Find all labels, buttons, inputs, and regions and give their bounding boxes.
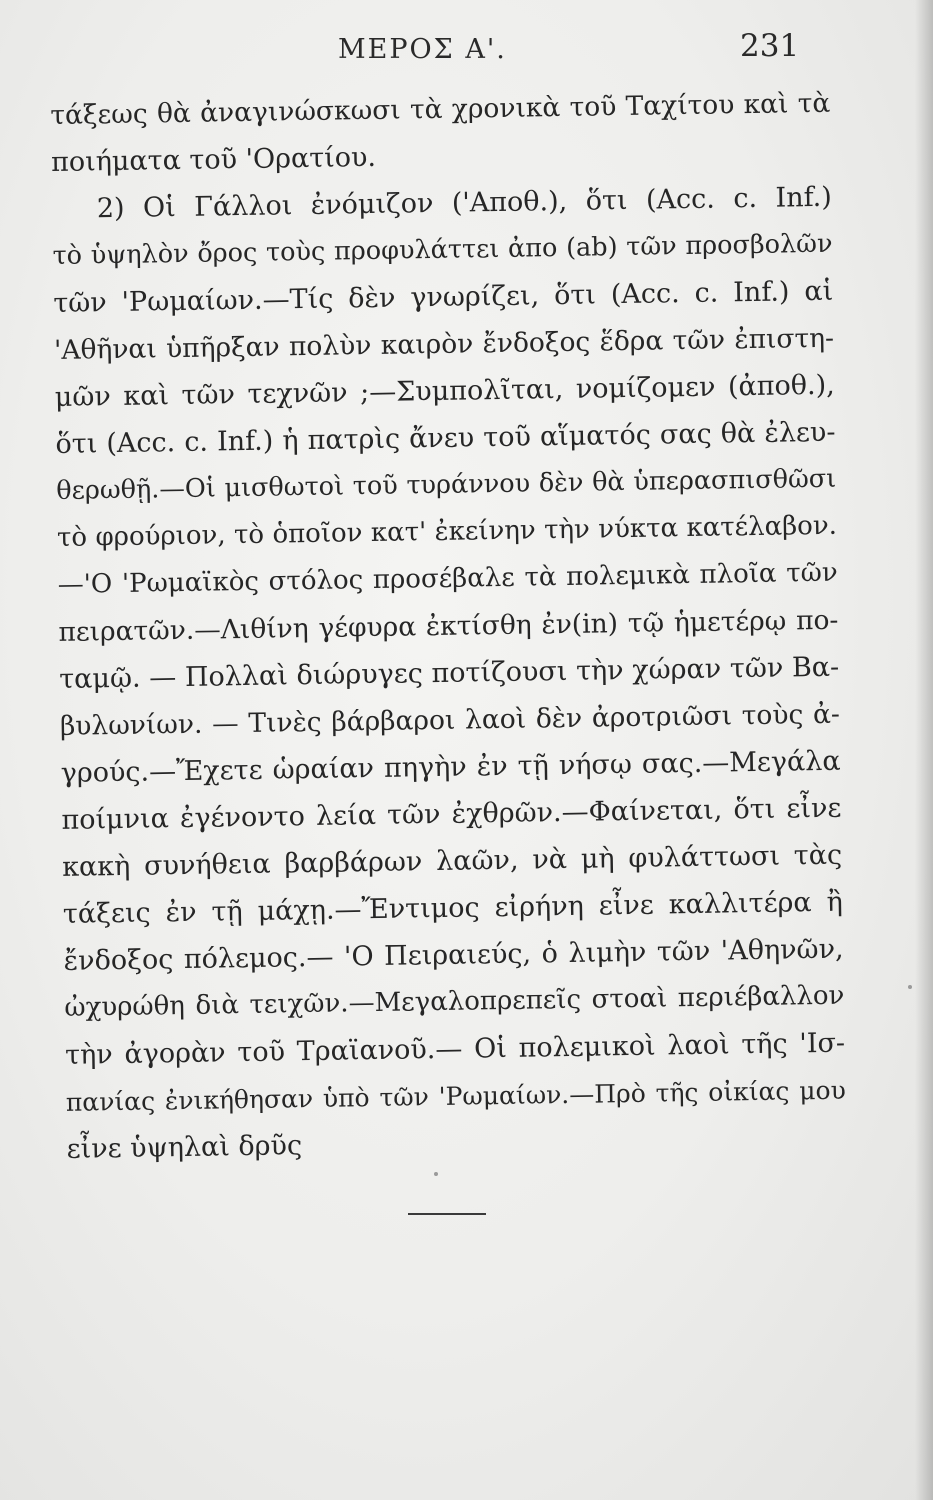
body-text xyxy=(50,80,847,1173)
text-line: τάξεις ἐν τῇ μάχῃ.—Ἔντιμος εἰρήνη εἶνε καλλιτέρα ἢ xyxy=(62,886,844,930)
text-line: ὅτι (Acc. c. Inf.) ἡ πατρὶς ἄνευ τοῦ αἵματός σας θὰ ἐλευ- xyxy=(55,416,836,460)
section-end-rule xyxy=(408,1213,486,1215)
text-line: τὸ φρούριον, τὸ ὁποῖον κατ' ἐκείνην τὴν νύκτα κατέλαβον. xyxy=(56,510,838,553)
running-head: ΜΕΡΟΣ Α'. xyxy=(338,34,507,65)
text-line: βυλωνίων. — Τινὲς βάρβαροι λαοὶ δὲν ἀροτριῶσι τοὺς ἀ- xyxy=(59,698,841,742)
text-line: εἶνε ὑψηλαὶ δρῦς xyxy=(66,1130,303,1165)
text-line: θερωθῇ.—Οἱ μισθωτοὶ τοῦ τυράννου δὲν θὰ ὑπερασπισθῶσι xyxy=(56,463,837,506)
text-line: ποιήματα τοῦ 'Ορατίου. xyxy=(50,141,377,178)
text-line: πανίας ἐνικήθησαν ὑπὸ τῶν 'Ρωμαίων.—Πρὸ τῆς οἰκίας μου xyxy=(65,1075,847,1117)
paper-speck xyxy=(434,1172,438,1176)
text-line: γρούς.—Ἔχετε ὡραίαν πηγὴν ἐν τῇ νήσῳ σας.—Μεγάλα xyxy=(60,745,841,789)
page-edge-shadow xyxy=(915,0,933,1500)
text-line: ἔνδοξος πόλεμος.— 'Ο Πειραιεύς, ὁ λιμὴν τῶν 'Αθηνῶν, xyxy=(63,933,844,977)
text-line: κακὴ συνήθεια βαρβάρων λαῶν, νὰ μὴ φυλάττωσι τὰς xyxy=(61,839,843,883)
text-line: πειρατῶν.—Λιθίνη γέφυρα ἐκτίσθη ἐν(in) τῷ ἡμετέρῳ πο- xyxy=(58,604,839,648)
text-line: 2) Οἱ Γάλλοι ἐνόμιζον ('Αποθ.), ὅτι (Acc. c. Inf.) xyxy=(96,181,832,225)
text-line: ὠχυρώθη διὰ τειχῶν.—Μεγαλοπρεπεῖς στοαὶ περιέβαλλον xyxy=(64,980,845,1023)
page-number: 231 xyxy=(740,28,800,64)
text-line: ταμῷ. — Πολλαὶ διώρυγες ποτίζουσι τὴν χώραν τῶν Βα- xyxy=(58,651,840,695)
text-line: τῶν 'Ρωμαίων.—Τίς δὲν γνωρίζει, ὅτι (Acc. c. Inf.) αἱ xyxy=(53,275,834,319)
paper-speck xyxy=(908,985,912,989)
text-line: 'Αθῆναι ὑπῆρξαν πολὺν καιρὸν ἔνδοξος ἕδρα τῶν ἐπιστη- xyxy=(53,322,835,366)
text-line: —'Ο 'Ρωμαϊκὸς στόλος προσέβαλε τὰ πολεμικὰ πλοῖα τῶν xyxy=(57,557,838,600)
text-line: τάξεως θὰ ἀναγινώσκωσι τὰ χρονικὰ τοῦ Ταχίτου καὶ τὰ xyxy=(50,87,831,131)
text-line: μῶν καὶ τῶν τεχνῶν ;—Συμπολῖται, νομίζομεν (ἀποθ.), xyxy=(54,369,835,413)
text-line: τὸ ὑψηλὸν ὄρος τοὺς προφυλάττει ἀπο (ab) τῶν προσβολῶν xyxy=(52,228,833,271)
text-line: τὴν ἀγορὰν τοῦ Τραϊανοῦ.— Οἱ πολεμικοὶ λαοὶ τῆς 'Ισ- xyxy=(64,1027,846,1071)
text-line: ποίμνια ἐγένοντο λεία τῶν ἐχθρῶν.—Φαίνεται, ὅτι εἶνε xyxy=(61,792,842,836)
page-header xyxy=(0,28,933,78)
